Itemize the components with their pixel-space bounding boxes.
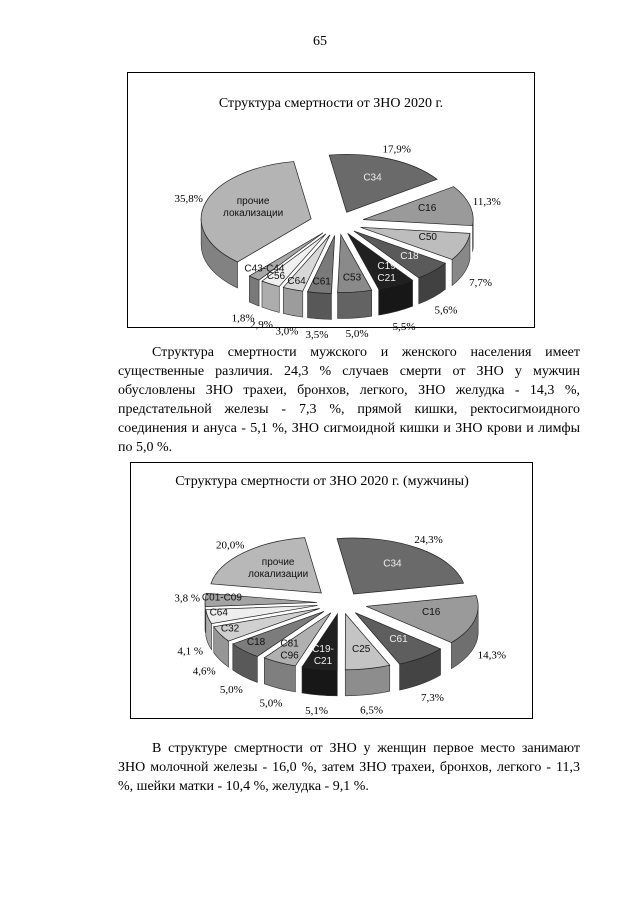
paragraph-2: В структуре смертности от ЗНО у женщин первое место занимают ЗНО молочной железы - 16,0 %, затем ЗНО трахеи, бронхов, легкого - 11,3 %, шейки матки - 10,4 %, желудка - 9,1 %. bbox=[118, 741, 580, 794]
slice-label-0-10: прочие локализации bbox=[223, 195, 284, 219]
pie-group-1 bbox=[174, 534, 506, 717]
percent-label-1-1: 14,3% bbox=[477, 649, 507, 662]
percent-label-0-1: 11,3% bbox=[472, 195, 501, 208]
percent-label-1-8: 4,1 % bbox=[177, 645, 204, 658]
slice-label-1-4: C19-C21 bbox=[312, 644, 334, 668]
percent-label-0-3: 5,6% bbox=[434, 304, 458, 317]
slice-label-1-1: C16 bbox=[421, 606, 441, 618]
percent-label-1-5: 5,0% bbox=[259, 697, 283, 710]
slice-label-0-9: C43-C44 bbox=[244, 263, 285, 275]
chart-total-svg bbox=[128, 73, 534, 342]
percent-label-0-6: 3,5% bbox=[305, 329, 329, 342]
slice-label-1-7: C32 bbox=[220, 623, 240, 635]
slice-label-1-9: C01-C09 bbox=[201, 592, 242, 604]
slice-label-1-6: C18 bbox=[246, 636, 266, 648]
slice-label-1-8: C64 bbox=[209, 607, 228, 619]
percent-label-1-0: 24,3% bbox=[414, 533, 443, 546]
chart-men bbox=[130, 462, 533, 719]
page-number: 65 bbox=[313, 34, 327, 49]
chart-men-svg bbox=[131, 463, 532, 718]
slice-label-0-3: C18 bbox=[400, 251, 419, 263]
slice-label-1-2: C61 bbox=[389, 633, 408, 645]
pie-group-0 bbox=[175, 143, 501, 341]
percent-label-0-8: 2,9% bbox=[250, 319, 273, 332]
slice-label-0-2: C50 bbox=[418, 232, 438, 244]
percent-label-1-3: 6,5% bbox=[360, 704, 384, 717]
slice-label-1-0: C34 bbox=[383, 558, 402, 570]
slice-label-1-10: прочие локализации bbox=[248, 557, 309, 581]
slice-label-1-3: C25 bbox=[352, 644, 371, 656]
pie-slice-side-0-5 bbox=[338, 290, 372, 318]
pie-slice-side-0-7 bbox=[283, 287, 302, 317]
percent-label-1-9: 3,8 % bbox=[174, 592, 201, 605]
percent-label-1-4: 5,1% bbox=[305, 704, 328, 717]
percent-label-1-6: 5,0% bbox=[219, 683, 243, 696]
slice-label-0-1: C16 bbox=[417, 202, 437, 214]
pie-slice-side-1-4 bbox=[302, 667, 337, 696]
chart-total-title: Структура смертности от ЗНО 2020 г. bbox=[218, 96, 444, 111]
percent-label-1-7: 4,6% bbox=[192, 665, 216, 678]
pie-slice-side-0-6 bbox=[308, 292, 332, 320]
paragraph-1: Структура смертности мужского и женского населения имеет существенные различия. 24,3 % случаев смерти от ЗНО у мужчин обусловлены ЗНО трахеи, бронхов, легкого, ЗНО желудка - 14,3 %, предстательной железы - 7,3 %, прямой кишки, ректосигмоидного соединения и ануса - 5,1 %, ЗНО сигмоидной кишки и ЗНО крови и лимфы по 5,0 %. bbox=[118, 345, 580, 455]
percent-label-1-2: 7,3% bbox=[420, 691, 444, 704]
slice-label-0-6: C61 bbox=[312, 276, 331, 288]
slice-label-0-7: C64 bbox=[287, 276, 306, 288]
percent-label-0-2: 7,7% bbox=[469, 277, 493, 290]
chart-total bbox=[127, 72, 535, 342]
percent-label-0-5: 5,0% bbox=[345, 328, 369, 341]
slice-label-0-5: C53 bbox=[342, 272, 362, 284]
slice-label-0-8: C56 bbox=[266, 270, 286, 282]
percent-label-0-10: 35,8% bbox=[174, 192, 203, 205]
percent-label-0-4: 5,5% bbox=[392, 320, 416, 333]
pie-slice-side-0-9 bbox=[249, 276, 259, 306]
percent-label-0-9: 1,8% bbox=[231, 312, 255, 325]
percent-label-0-7: 3,0% bbox=[275, 325, 299, 338]
percent-label-1-10: 20,0% bbox=[216, 539, 245, 552]
percent-label-0-0: 17,9% bbox=[382, 143, 411, 156]
slice-label-0-4: C19 C21 bbox=[377, 261, 396, 285]
chart-men-title: Структура смертности от ЗНО 2020 г. (мужчины) bbox=[175, 474, 469, 489]
slice-label-0-0: C34 bbox=[363, 172, 382, 184]
slice-label-1-5: C81 C96 bbox=[280, 638, 299, 662]
